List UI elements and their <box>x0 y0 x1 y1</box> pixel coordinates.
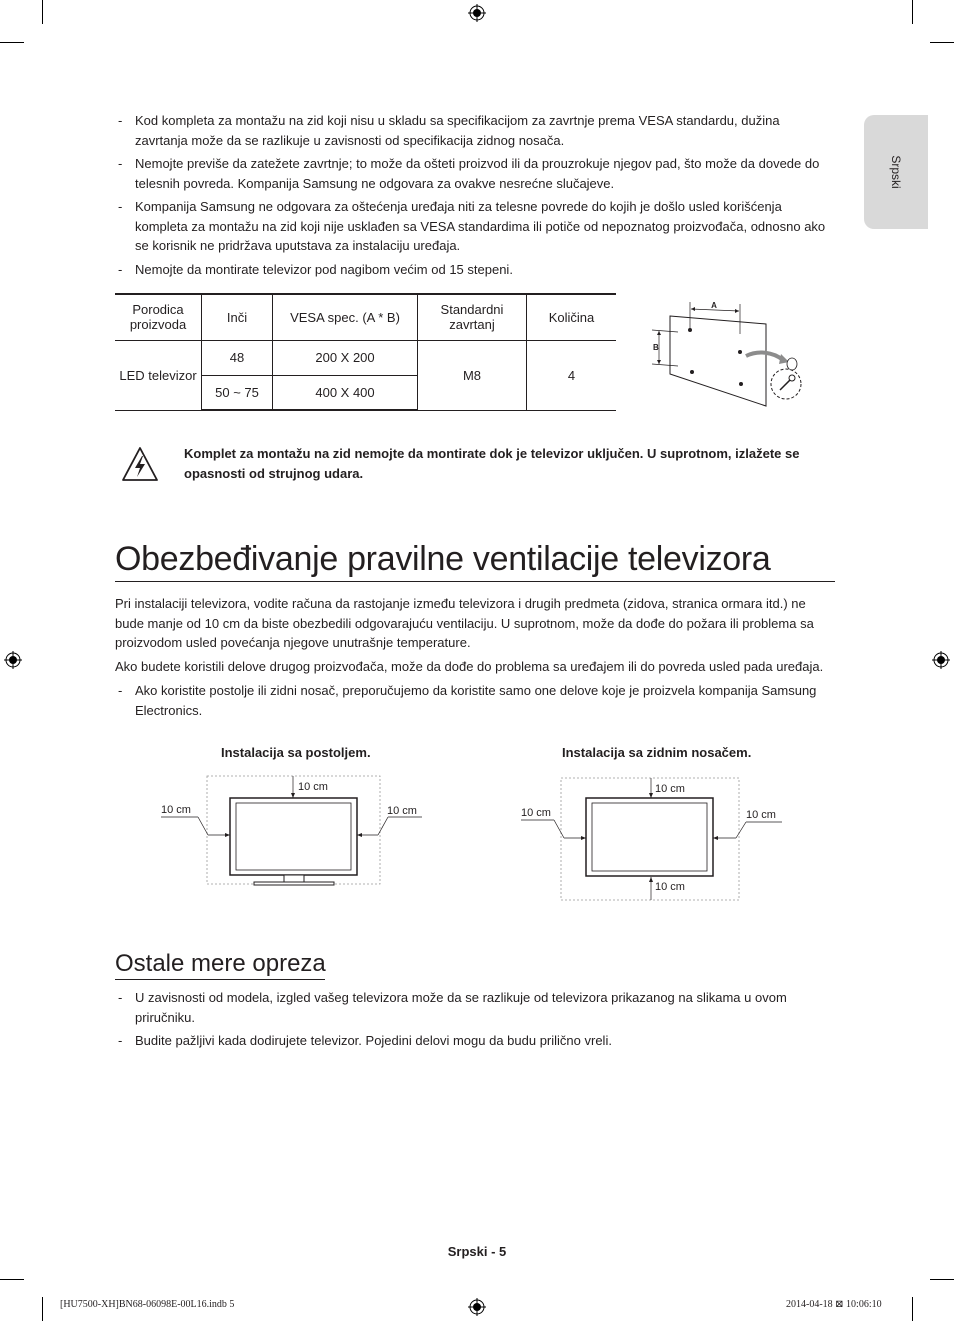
wall-left-clearance: 10 cm <box>521 807 551 819</box>
table-header-row <box>115 294 616 340</box>
section-title-underline <box>115 581 835 582</box>
table-cell-inches: 50 ~ 75 <box>202 375 273 410</box>
registration-mark-icon <box>932 651 950 669</box>
ventilation-bullet-list <box>115 681 835 724</box>
list-item: - Budite pažljivi kada dodirujete televizor. Pojedini delovi mogu da budu prilično vreli. <box>118 1033 612 1048</box>
table-cell-inches: 48 <box>202 340 273 375</box>
table-cell-quantity: 4 <box>527 340 617 410</box>
table-cell-family: LED televizor <box>115 340 202 410</box>
print-timestamp: 2014-04-18 ⊠ 10:06:10 <box>786 1299 882 1310</box>
crop-mark <box>912 0 913 24</box>
language-tab <box>864 115 928 229</box>
crop-mark <box>42 0 43 24</box>
registration-mark-icon <box>468 1298 486 1316</box>
table-header-cell: Količina <box>527 294 617 340</box>
list-item: - Nemojte da montirate televizor pod nagibom većim od 15 stepeni. <box>118 261 513 277</box>
stand-left-clearance: 10 cm <box>161 804 191 816</box>
wall-top-clearance: 10 cm <box>655 783 685 795</box>
list-item: - Kod kompleta za montažu na zid koji nisu u skladu sa specifikacijom za zavrtnje prema VESA standardu, dužina zavrtanja može da se razlikuje u zavisnosti od specifikacija zidnog nosača. <box>118 113 780 148</box>
crop-mark <box>930 1279 954 1280</box>
page-number: Srpski - 5 <box>447 1244 507 1259</box>
print-file-info: [HU7500-XH]BN68-06098E-00L16.indb 5 <box>60 1299 235 1310</box>
wall-bottom-clearance: 10 cm <box>655 881 685 893</box>
table-cell-vesa: 400 X 400 <box>273 375 418 410</box>
vesa-spec-table <box>115 293 616 411</box>
wall-right-clearance: 10 cm <box>746 809 776 821</box>
wall-install-diagram <box>520 774 790 904</box>
crop-mark <box>0 1279 24 1280</box>
list-item: - Nemojte previše da zatežete zavrtnje; to može da ošteti proizvod ili da prouzrokuje njegov pad, što može da dovede do telesnih povreda. Kompanija Samsung ne odgovara za ovakve nesrećne slučajeve. <box>118 156 820 191</box>
crop-mark <box>42 1297 43 1321</box>
list-item: - Kompanija Samsung ne odgovara za oštećenja uređaja niti za telesne povrede do kojih je došlo usled korišćenja kompleta za montažu na zid koji nije usklađen sa VESA standardima ili potiče od nepoznatog proizvođača, odnosno ako se korisnik ne pridržava uputstava za instalaciju uređaja. <box>118 199 826 253</box>
table-header-cell: VESA spec. (A * B) <box>273 294 418 340</box>
electric-shock-warning-icon <box>120 445 160 483</box>
stand-right-clearance: 10 cm <box>387 805 417 817</box>
warning-text: Komplet za montažu na zid nemojte da montirate dok je televizor uključen. U suprotnom, izlažete se opasnosti od strujnog udara. <box>184 446 800 481</box>
table-cell-vesa: 200 X 200 <box>273 340 418 375</box>
ventilation-paragraph: Ako budete koristili delove drugog proizvođača, može da dođe do problema sa uređajem ili do povreda usled pada uređaja. <box>115 659 824 674</box>
language-tab-label: Srpski <box>889 155 903 189</box>
table-row <box>115 340 616 375</box>
subsection-title: Ostale mere opreza <box>115 950 326 977</box>
table-header-cell: Porodica proizvoda <box>115 294 202 340</box>
dimension-label-b: B <box>653 343 659 352</box>
section-title: Obezbeđivanje pravilne ventilacije televizora <box>115 540 771 578</box>
table-header-cell: Inči <box>202 294 273 340</box>
list-item: - Ako koristite postolje ili zidni nosač, preporučujemo da koristite samo one delove koje je proizvela kompanija Samsung Electronics. <box>118 683 817 718</box>
table-cell-screw: M8 <box>418 340 527 410</box>
crop-mark <box>930 42 954 43</box>
registration-mark-icon <box>468 4 486 22</box>
subsection-title-underline <box>115 979 325 980</box>
wall-install-caption: Instalacija sa zidnim nosačem. <box>562 745 752 760</box>
registration-mark-icon <box>4 651 22 669</box>
wall-mount-diagram <box>648 294 808 414</box>
crop-mark <box>0 42 24 43</box>
ventilation-paragraph: Pri instalaciji televizora, vodite računa da rastojanje između televizora i drugih predmeta (zidova, stranica ormara itd.) ne bude manje od 10 cm da biste obezbedili odgovarajuću ventilaciju. U suprotnom, može da dođe do požara ili problema sa proizvodom usled povećanja njegove unutrašnje temperature. <box>115 596 814 650</box>
stand-install-diagram <box>160 772 430 892</box>
other-bullet-list <box>115 988 835 1055</box>
table-header-cell: Standardni zavrtanj <box>418 294 527 340</box>
dimension-label-a: A <box>711 301 717 310</box>
intro-bullet-list <box>115 111 835 283</box>
stand-top-clearance: 10 cm <box>298 781 328 793</box>
stand-install-caption: Instalacija sa postoljem. <box>221 745 371 760</box>
list-item: - U zavisnosti od modela, izgled vašeg televizora može da se razlikuje od televizora prikazanog na slikama u ovom priručniku. <box>118 990 787 1025</box>
crop-mark <box>912 1297 913 1321</box>
